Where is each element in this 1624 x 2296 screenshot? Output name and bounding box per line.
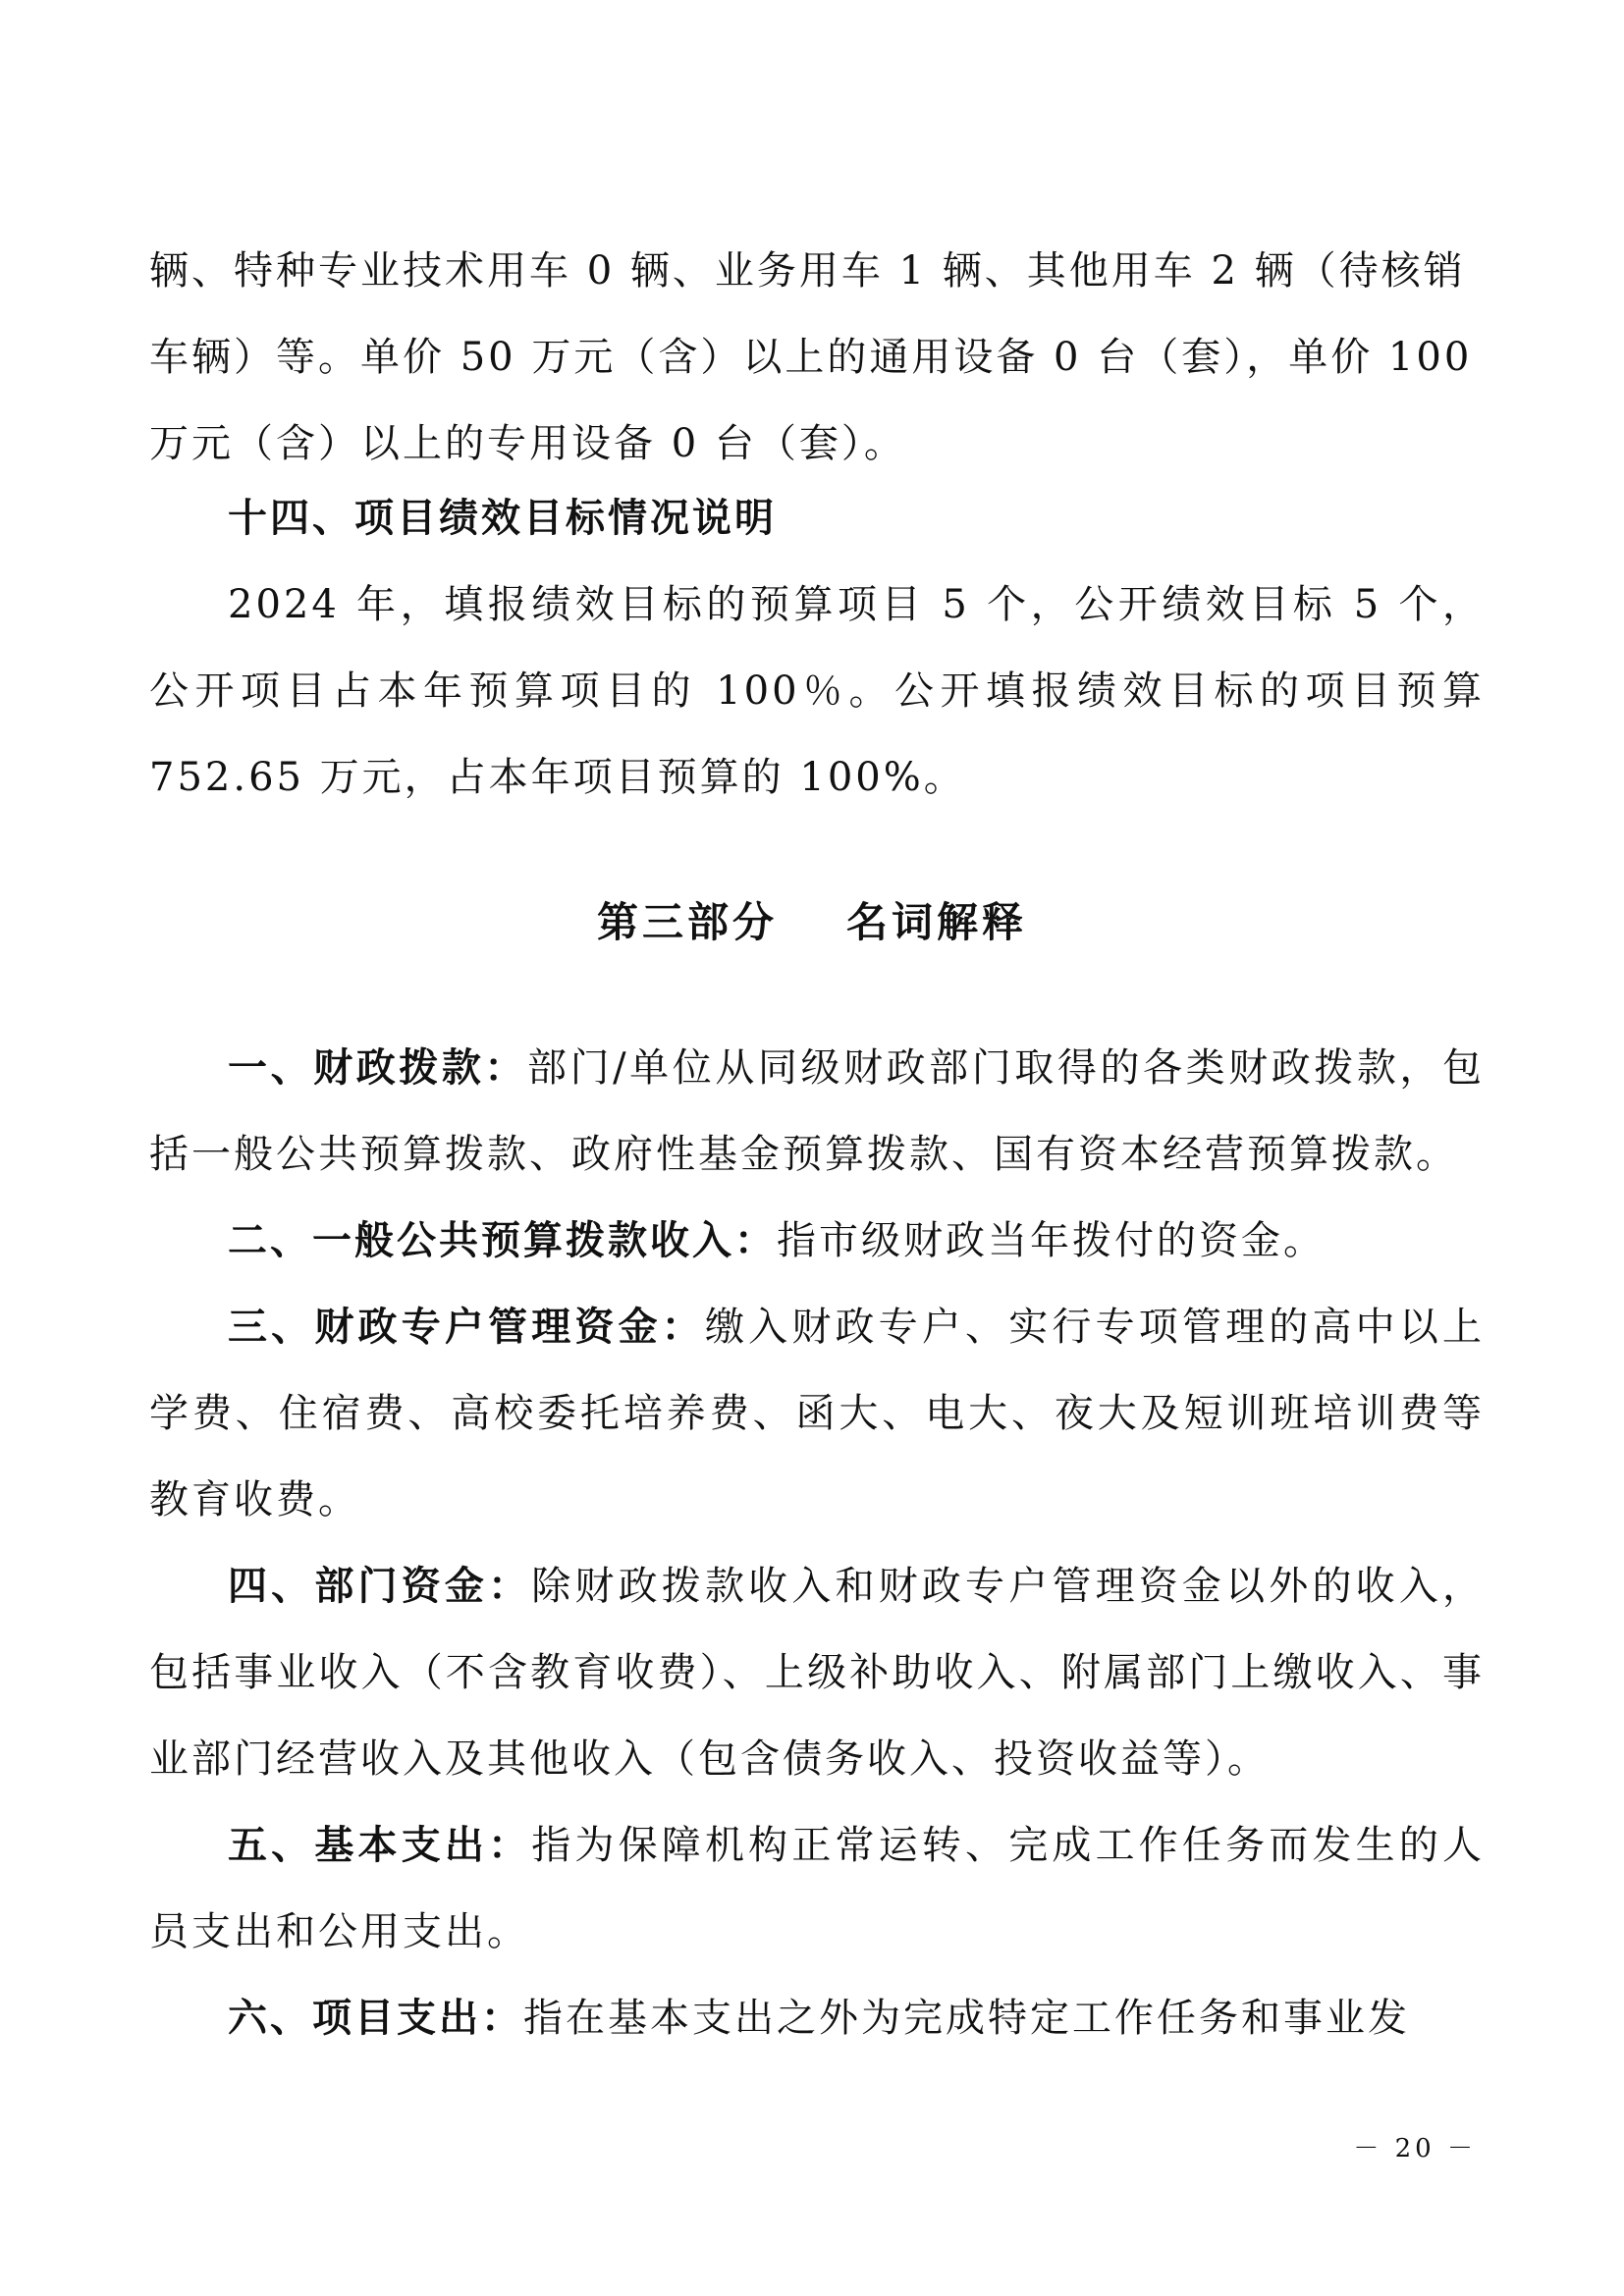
definition-text: 部门/单位从同级财政部门取得的各类财政拨款，包括一般公共预算拨款、政府性基金预算拨款、国有资本经营预算拨款。 [149,1045,1486,1177]
definition-term: 一、财政拨款： [228,1044,527,1091]
definition-item [149,1284,1485,1543]
definition-item [149,1802,1485,1975]
definition-term: 五、基本支出： [228,1822,532,1868]
definition-text: 除财政拨款收入和财政专户管理资金以外的收入，包括事业收入（不含教育收费）、上级补助收入、附属部门上缴收入、事业部门经营收入及其他收入（包含债务收入、投资收益等）。 [149,1564,1485,1782]
definition-item [149,1198,1485,1284]
definition-term: 六、项目支出： [228,1995,523,2041]
definition-text: 指在基本支出之外为完成特定工作任务和事业发 [523,1996,1410,2041]
section-body: 2024 年，填报绩效目标的预算项目 5 个，公开绩效目标 5 个，公开项目占本年预算项目的 100％。公开填报绩效目标的项目预算 752.65 万元，占本年项目预算的 100%。 [149,582,1485,800]
definition-text: 指市级财政当年拨付的资金。 [777,1218,1326,1263]
definition-term: 二、一般公共预算拨款收入： [228,1217,777,1263]
definition-item [149,1975,1485,2061]
page-number: － 20 － [1353,2134,1477,2163]
definition-item [149,1025,1485,1198]
part-title-number: 第三部分 [596,898,778,946]
text-line: 车辆）等。单价 50 万元（含）以上的通用设备 0 台（套），单价 100 [149,335,1473,380]
top-paragraph [149,228,1485,487]
definition-text: 缴入财政专户、实行专项管理的高中以上学费、住宿费、高校委托培养费、函大、电大、夜大及短训班培训费等教育收费。 [149,1305,1486,1522]
definition-term: 三、财政专户管理资金： [228,1304,705,1350]
definitions-list [149,1025,1485,2061]
part-title [0,883,1624,962]
section-14 [149,475,1485,821]
text-line: 万元（含）以上的专用设备 0 台（套）。 [149,421,906,466]
definition-item [149,1543,1485,1802]
text-line: 辆、特种专业技术用车 0 辆、业务用车 1 辆、其他用车 2 辆（待核销 [149,248,1466,294]
definition-text: 指为保障机构正常运转、完成工作任务而发生的人员支出和公用支出。 [149,1823,1485,1954]
section-heading: 十四、项目绩效目标情况说明 [228,495,777,541]
definition-term: 四、部门资金： [228,1563,532,1609]
part-title-name: 名词解释 [846,898,1028,946]
